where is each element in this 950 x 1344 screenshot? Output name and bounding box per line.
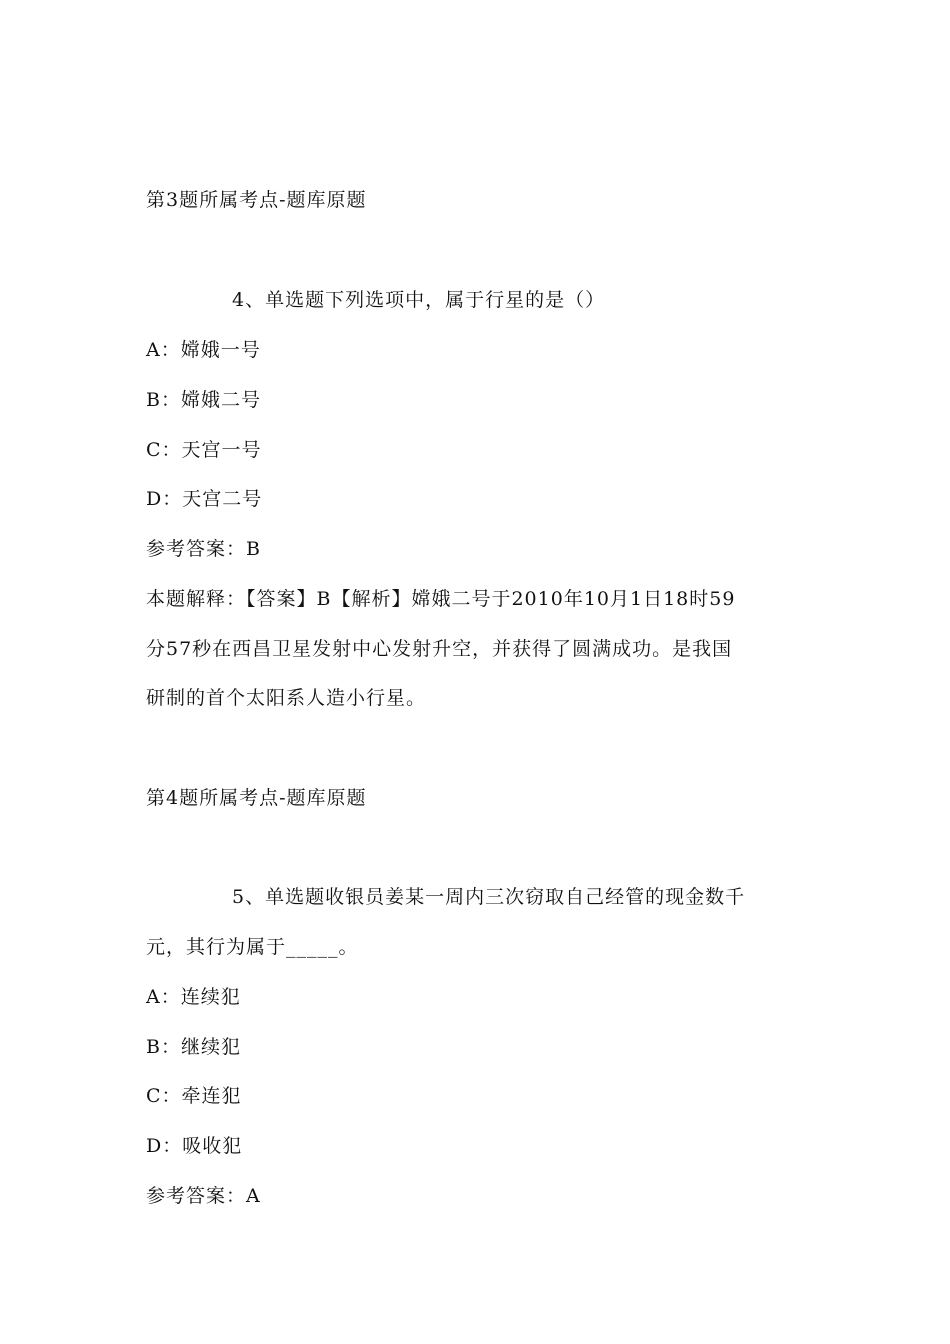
q3-exam-point: 第3题所属考点-题库原题 [146,189,367,211]
q4-option-c: C：天宫一号 [146,439,262,461]
q4-explanation-line-2: 分57秒在西昌卫星发射中心发射升空，并获得了圆满成功。是我国 [146,638,733,660]
q4-answer: 参考答案：B [146,538,261,560]
q5-option-c: C：牵连犯 [146,1085,242,1107]
q5-answer: 参考答案：A [146,1185,261,1207]
q5-question-line-2: 元，其行为属于_____。 [146,936,359,958]
q4-option-d: D：天宫二号 [146,488,263,510]
q4-exam-point: 第4题所属考点-题库原题 [146,787,367,809]
q5-option-a: A：连续犯 [146,986,241,1008]
q4-explanation-line-1: 本题解释：【答案】B【解析】嫦娥二号于2010年10月1日18时59 [146,588,736,610]
q4-explanation-line-3: 研制的首个太阳系人造小行星。 [146,687,427,709]
q5-question-line-1: 5、单选题收银员姜某一周内三次窃取自己经管的现金数千 [232,886,746,908]
q5-option-b: B：继续犯 [146,1036,241,1058]
q5-option-d: D：吸收犯 [146,1135,243,1157]
q4-option-b: B：嫦娥二号 [146,389,261,411]
q4-question: 4、单选题下列选项中，属于行星的是（） [232,289,606,311]
q4-option-a: A：嫦娥一号 [146,339,261,361]
